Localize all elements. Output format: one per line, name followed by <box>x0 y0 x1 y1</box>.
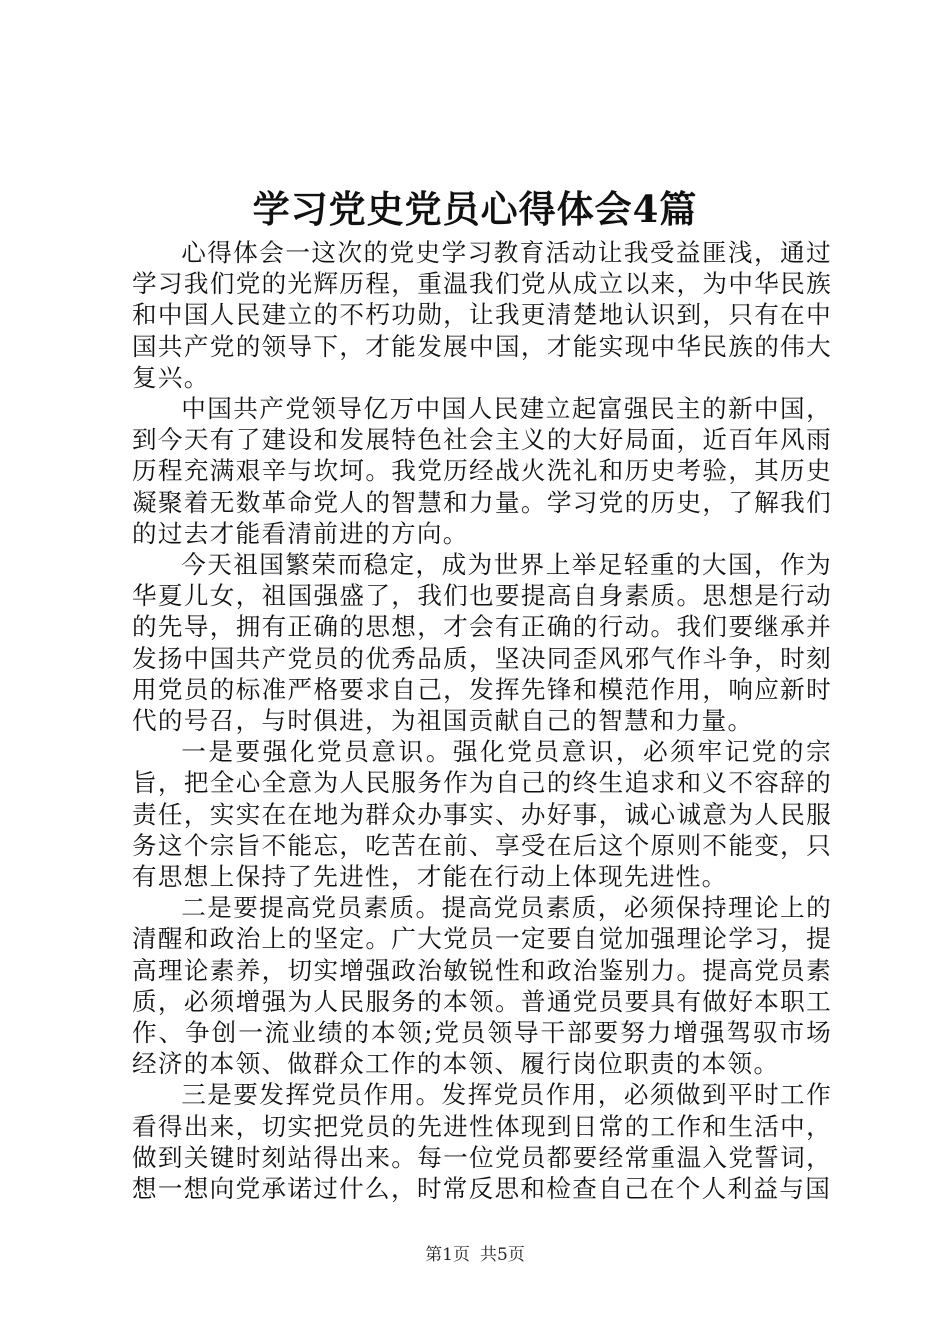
paragraph: 今天祖国繁荣而稳定，成为世界上举足轻重的大国，作为华夏儿女，祖国强盛了，我们也要提高自身素质。思想是行动的先导，拥有正确的思想，才会有正确的行动。我们要继承并发扬中国共产党员的优秀品质，坚决同歪风邪气作斗争，时刻用党员的标准严格要求自己，发挥先锋和模范作用，响应新时代的号召，与时俱进，为祖国贡献自己的智慧和力量。 <box>132 550 832 736</box>
page-footer <box>0 1244 950 1266</box>
paragraph: 心得体会一这次的党史学习教育活动让我受益匪浅，通过学习我们党的光辉历程，重温我们党从成立以来，为中华民族和中国人民建立的不朽功勋，让我更清楚地认识到，只有在中国共产党的领导下，才能发展中国，才能实现中华民族的伟大复兴。 <box>132 238 832 392</box>
document-body <box>132 237 832 1204</box>
paragraph: 二是要提高党员素质。提高党员素质，必须保持理论上的清醒和政治上的坚定。广大党员一定要自觉加强理论学习，提高理论素养，切实增强政治敏锐性和政治鉴别力。提高党员素质，必须增强为人民服务的本领。普通党员要具有做好本职工作、争创一流业绩的本领;党员领导干部要努力增强驾驭市场经济的本领、做群众工作的本领、履行岗位职责的本领。 <box>132 893 832 1079</box>
paragraph: 中国共产党领导亿万中国人民建立起富强民主的新中国，到今天有了建设和发展特色社会主义的大好局面，近百年风雨历程充满艰辛与坎坷。我党历经战火洗礼和历史考验，其历史凝聚着无数革命党人的智慧和力量。学习党的历史，了解我们的过去才能看清前进的方向。 <box>132 394 832 548</box>
page-total: 共5页 <box>480 1245 525 1265</box>
page-number: 第1页 <box>425 1245 470 1265</box>
paragraph: 一是要强化党员意识。强化党员意识，必须牢记党的宗旨，把全心全意为人民服务作为自己的终生追求和义不容辞的责任，实实在在地为群众办事实、办好事，诚心诚意为人民服务这个宗旨不能忘，吃苦在前、享受在后这个原则不能变，只有思想上保持了先进性，才能在行动上体现先进性。 <box>132 737 832 892</box>
document-title: 学习党史党员心得体会4篇 <box>252 187 698 231</box>
paragraph: 三是要发挥党员作用。发挥党员作用，必须做到平时工作看得出来，切实把党员的先进性体现到日常的工作和生活中，做到关键时刻站得出来。每一位党员都要经常重温入党誓词，想一想向党承诺过什么，时常反思和检查自己在个人利益与国 <box>132 1080 832 1204</box>
